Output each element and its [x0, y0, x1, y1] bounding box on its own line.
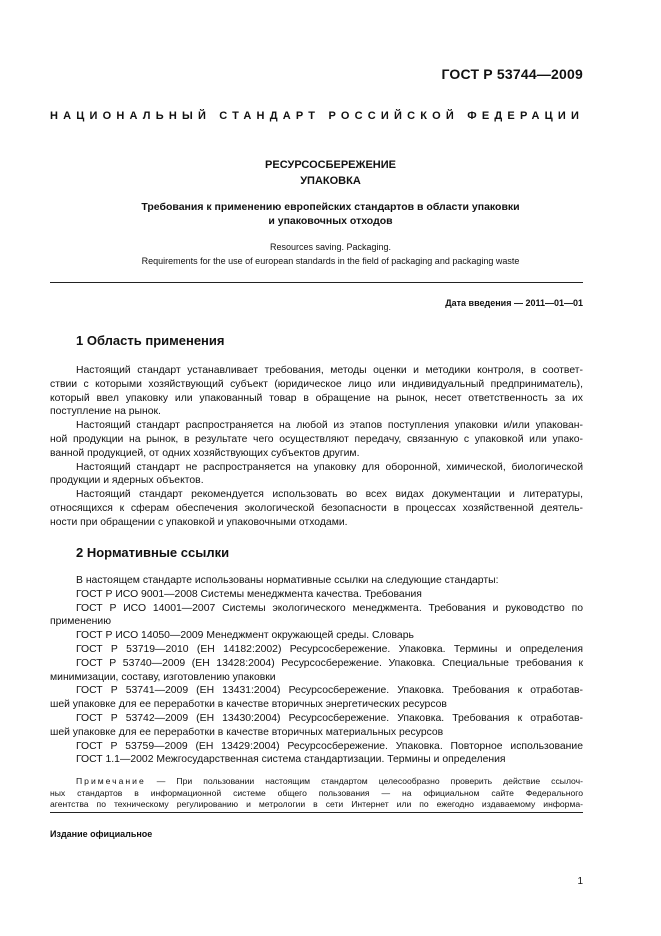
reference-line: шей упаковке для ее переработки в качестве вторичных материальных ресурсов	[50, 726, 444, 738]
text-line: который ввел упаковку или упакованный товар в обращение на рынок, несет ответственность за их	[50, 392, 583, 404]
title-line-2: УПАКОВКА	[300, 175, 361, 187]
note-block	[50, 776, 583, 811]
text-line: ствии с которыми хозяйствующий субъект (юридическое лицо или индивидуальный предприниматель),	[50, 378, 583, 390]
document-code: ГОСТ Р 53744—2009	[441, 66, 583, 82]
text-line: ности при обращении с упаковкой и упаковочными отходами.	[50, 516, 348, 528]
text-line: В настоящем стандарте использованы нормативные ссылки на следующие стандарты:	[76, 575, 499, 586]
reference-line: ГОСТ Р 53759—2009 (ЕН 13429:2004) Ресурсосбережение. Упаковка. Повторное использование	[76, 740, 583, 752]
text-line: относящихся к сферам обеспечения экологической безопасности в процессах хозяйственной деятель-	[50, 502, 583, 514]
text-line: Настоящий стандарт не распространяется на упаковку для оборонной, химической, биологической	[76, 461, 583, 473]
national-standard-title: НАЦИОНАЛЬНЫЙ СТАНДАРТ РОССИЙСКОЙ ФЕДЕРАЦИИ	[50, 110, 585, 122]
reference-line: ГОСТ Р 53719—2010 (ЕН 14182:2002) Ресурсосбережение. Упаковка. Термины и определения	[76, 643, 583, 655]
text-line: поступление на рынок.	[50, 406, 161, 418]
text-line: Настоящий стандарт устанавливает требования, методы оценки и методики контроля, в соответ-	[76, 365, 583, 376]
reference-line: ГОСТ 1.1—2002 Межгосударственная система стандартизации. Термины и определения	[76, 754, 506, 766]
section-1-body	[50, 364, 583, 530]
reference-line: ГОСТ Р ИСО 14050—2009 Менеджмент окружающей среды. Словарь	[76, 630, 414, 642]
edition-label: Издание официальное	[50, 829, 153, 839]
note-text: — При пользовании настоящим стандартом целесообразно проверить действие ссылоч-	[145, 776, 583, 786]
english-title-line-2: Requirements for the use of european standards in the field of packaging and packaging waste	[141, 256, 520, 266]
section-2-heading: 2 Нормативные ссылки	[76, 545, 230, 560]
reference-line: ГОСТ Р ИСО 9001—2008 Системы менеджмента качества. Требования	[76, 588, 422, 600]
reference-line: применению	[50, 616, 111, 628]
note-line: агентства по техническому регулированию и метрологии в сети Интернет или по ежегодно издаваемому информа-	[50, 799, 583, 810]
reference-line: ГОСТ Р 53740—2009 (ЕН 13428:2004) Ресурсосбережение. Упаковка. Специальные требования к	[76, 657, 583, 669]
reference-line: минимизации, составу, изготовлению упаковки	[50, 671, 276, 683]
text-line: ванной продукцией, от одних хозяйствующих субъектов другим.	[50, 447, 360, 459]
note-line	[50, 776, 583, 788]
bottom-divider	[50, 812, 583, 813]
top-divider	[50, 282, 583, 283]
text-line: Настоящий стандарт распространяется на любой из этапов поступления упаковки и/или упакован-	[76, 420, 583, 432]
note-line: ных стандартов в информационной системе общего пользования — на официальном сайте Федерального	[50, 787, 583, 798]
page-number: 1	[577, 876, 583, 887]
section-2-body	[50, 574, 583, 767]
subtitle-line-1: Требования к применению европейских стандартов в области упаковки	[141, 201, 520, 213]
text-line: ной продукции на рынок, в результате чего осуществляют передачу, связанную с упаковкой или упако-	[50, 433, 583, 445]
introduction-date: Дата введения — 2011—01—01	[445, 298, 583, 308]
note-label: Примечание	[76, 776, 146, 786]
reference-line: ГОСТ Р 53741—2009 (ЕН 13431:2004) Ресурсосбережение. Упаковка. Требования к отработав-	[76, 685, 583, 697]
reference-line: ГОСТ Р 53742—2009 (ЕН 13430:2004) Ресурсосбережение. Упаковка. Требования к отработав-	[76, 712, 583, 724]
english-title-line-1: Resources saving. Packaging.	[269, 242, 392, 252]
subtitle-line-2: и упаковочных отходов	[268, 215, 393, 227]
section-1-heading: 1 Область применения	[76, 333, 225, 348]
title-line-1: РЕСУРСОСБЕРЕЖЕНИЕ	[265, 159, 396, 171]
reference-line: ГОСТ Р ИСО 14001—2007 Системы экологического менеджмента. Требования и руководство по	[76, 602, 583, 614]
text-line: Настоящий стандарт рекомендуется использовать во всех видах документации и литературы,	[76, 489, 583, 501]
text-line: продукции и ядерных объектов.	[50, 475, 204, 487]
reference-line: шей упаковке для ее переработки в качестве вторичных энергетических ресурсов	[50, 699, 447, 711]
